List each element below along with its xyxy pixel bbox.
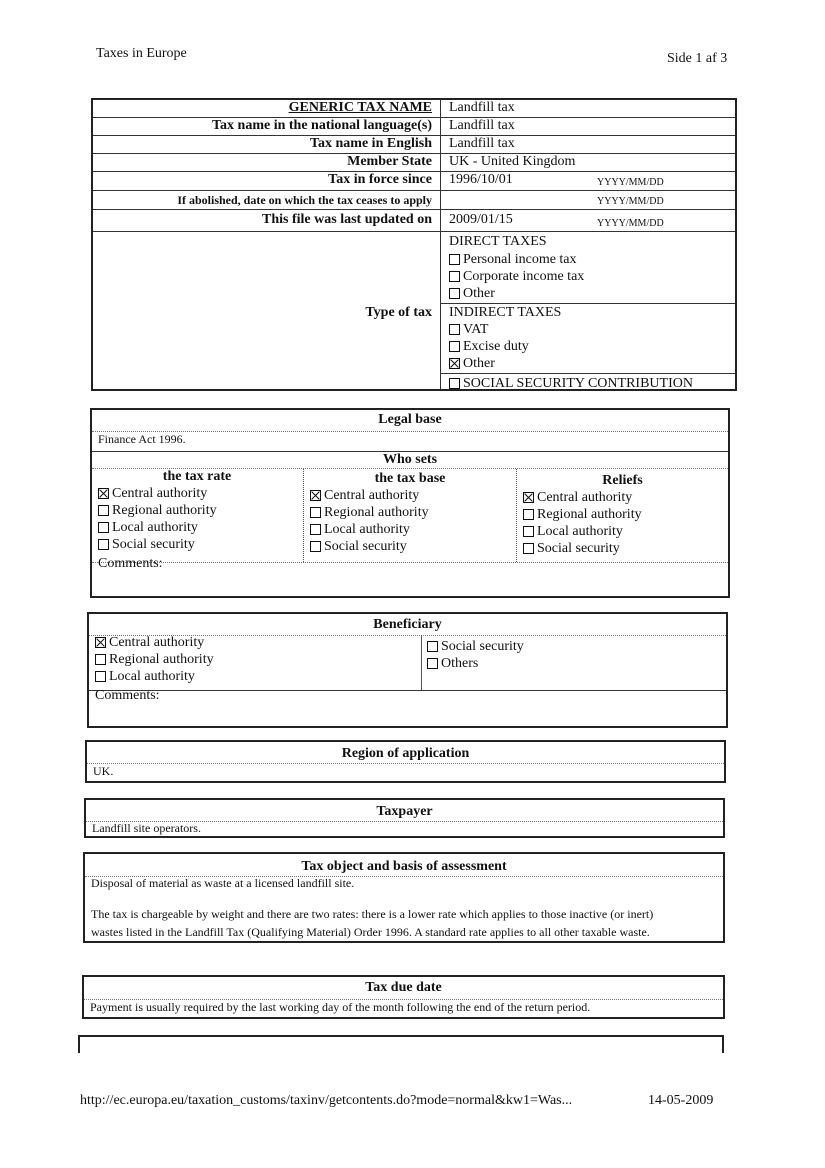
national-name-row [93,118,735,136]
region-separator [87,763,724,764]
legal-base-title: Legal base [378,412,442,427]
checkbox-indirect-other[interactable] [449,358,460,369]
checkbox-base-local[interactable] [310,524,321,535]
page-indicator: Side 1 af 3 [667,51,728,66]
checkbox-reliefs-regional[interactable] [523,509,534,520]
checkbox-beneficiary-local[interactable] [95,671,106,682]
member-state-label: Member State [347,154,432,169]
tax-base-heading: the tax base [374,471,446,486]
indirect-taxes-heading: INDIRECT TAXES [449,305,562,320]
next-section-box-partial [78,1035,724,1053]
checkbox-personal-income-tax[interactable] [449,254,460,265]
beneficiary-box [87,612,728,728]
direct-taxes-list [449,251,584,302]
beneficiary-comments-divider [89,690,726,691]
legal-base-separator [92,431,728,432]
tax-due-date-box [82,975,725,1019]
in-force-format: YYYY/MM/DD [597,177,664,188]
checkbox-rate-central[interactable] [98,488,109,499]
checkbox-direct-other[interactable] [449,288,460,299]
option-excise-duty[interactable]: Excise duty [449,338,529,355]
region-text: UK. [93,764,114,778]
updated-row [93,210,735,232]
in-force-value: 1996/10/01 [449,172,513,187]
rate-central-option[interactable]: Central authority [98,485,302,502]
tax-rate-heading: the tax rate [162,469,232,484]
tax-base-column [304,471,516,555]
checkbox-beneficiary-social[interactable] [427,641,438,652]
checkbox-base-regional[interactable] [310,507,321,518]
checkbox-base-social[interactable] [310,541,321,552]
option-vat[interactable]: VAT [449,321,529,338]
reliefs-social-option[interactable]: Social security [523,540,728,557]
generic-name-label: GENERIC TAX NAME [288,100,432,115]
option-direct-other[interactable]: Other [449,285,584,302]
generic-name-value: Landfill tax [449,100,515,115]
checkbox-rate-social[interactable] [98,539,109,550]
beneficiary-right-list [427,638,524,672]
tax-object-line-2: The tax is chargeable by weight and there are two rates: there is a lower rate which applies to those inactive (or inert) [91,907,654,921]
base-local-option[interactable]: Local authority [310,521,516,538]
taxpayer-box [84,798,725,838]
abolished-format: YYYY/MM/DD [597,196,664,207]
updated-value: 2009/01/15 [449,212,513,227]
checkbox-reliefs-central[interactable] [523,492,534,503]
option-personal-income-tax[interactable]: Personal income tax [449,251,584,268]
checkbox-beneficiary-regional[interactable] [95,654,106,665]
english-name-label: Tax name in English [309,136,432,151]
footer-url: http://ec.europa.eu/taxation_customs/taxinv/getcontents.do?mode=normal&kw1=Was... [80,1093,573,1108]
in-force-row [93,172,735,191]
option-corporate-income-tax[interactable]: Corporate income tax [449,268,584,285]
checkbox-base-central[interactable] [310,490,321,501]
taxpayer-text: Landfill site operators. [92,821,201,835]
direct-taxes-heading: DIRECT TAXES [449,234,547,249]
region-title: Region of application [341,746,470,761]
comments-separator [92,562,728,563]
header-title: Taxes in Europe [96,46,187,61]
checkbox-corporate-income-tax[interactable] [449,271,460,282]
social-divider [440,373,735,374]
beneficiary-title: Beneficiary [373,617,442,632]
legal-base-text: Finance Act 1996. [98,432,186,446]
national-name-label: Tax name in the national language(s) [211,118,432,133]
footer-date: 14-05-2009 [648,1093,714,1108]
who-sets-title: Who sets [382,452,438,467]
social-security-option [449,375,693,392]
tax-object-line-1: Disposal of material as waste at a licensed landfill site. [91,876,355,890]
type-of-tax-label: Type of tax [365,305,432,320]
reliefs-central-option[interactable]: Central authority [523,489,728,506]
checkbox-rate-regional[interactable] [98,505,109,516]
english-name-value: Landfill tax [449,136,515,151]
option-indirect-other[interactable]: Other [449,355,529,372]
option-social-security-contribution[interactable]: SOCIAL SECURITY CONTRIBUTION [449,375,693,392]
checkbox-rate-local[interactable] [98,522,109,533]
legal-comments-label: Comments: [98,556,163,571]
checkbox-beneficiary-others[interactable] [427,658,438,669]
checkbox-beneficiary-central[interactable] [95,637,106,648]
tax-object-line-3: wastes listed in the Landfill Tax (Qualifying Material) Order 1996. A standard rate applies to all other taxable waste. [91,925,650,939]
rate-regional-option[interactable]: Regional authority [98,502,302,519]
checkbox-reliefs-local[interactable] [523,526,534,537]
base-social-option[interactable]: Social security [310,538,516,555]
reliefs-regional-option[interactable]: Regional authority [523,506,728,523]
base-central-option[interactable]: Central authority [310,487,516,504]
rate-social-option[interactable]: Social security [98,536,302,553]
member-state-row [93,154,735,172]
beneficiary-regional-option[interactable]: Regional authority [95,651,214,668]
checkbox-social-security-contribution[interactable] [449,378,460,389]
legal-base-box [90,408,730,598]
checkbox-vat[interactable] [449,324,460,335]
tax-rate-column [92,469,302,553]
indirect-taxes-list [449,321,529,372]
tax-object-box [83,852,725,943]
indirect-divider [440,303,735,304]
beneficiary-social-option[interactable]: Social security [427,638,524,655]
member-state-value: UK - United Kingdom [449,154,576,169]
beneficiary-central-option[interactable]: Central authority [95,634,214,651]
rate-local-option[interactable]: Local authority [98,519,302,536]
beneficiary-comments-label: Comments: [95,688,160,703]
taxpayer-title: Taxpayer [376,804,433,819]
abolished-row [93,191,735,210]
tax-due-date-title: Tax due date [365,980,442,995]
beneficiary-others-option[interactable]: Others [427,655,524,672]
beneficiary-local-option[interactable]: Local authority [95,668,214,685]
checkbox-excise-duty[interactable] [449,341,460,352]
tax-identity-box [91,98,737,391]
tax-due-date-text: Payment is usually required by the last working day of the month following the end of the return period. [90,1000,591,1014]
base-regional-option[interactable]: Regional authority [310,504,516,521]
reliefs-local-option[interactable]: Local authority [523,523,728,540]
updated-label: This file was last updated on [262,212,432,227]
checkbox-reliefs-social[interactable] [523,543,534,554]
beneficiary-left-list [95,634,214,685]
generic-name-row [93,100,735,118]
reliefs-column [517,473,728,557]
beneficiary-divider [421,635,422,690]
updated-format: YYYY/MM/DD [597,218,664,229]
abolished-label: If abolished, date on which the tax ceases to apply [177,193,432,207]
english-name-row [93,136,735,154]
tax-object-title: Tax object and basis of assessment [301,859,507,874]
national-name-value: Landfill tax [449,118,515,133]
in-force-label: Tax in force since [328,172,432,187]
reliefs-heading: Reliefs [602,473,643,488]
region-box [85,740,726,783]
